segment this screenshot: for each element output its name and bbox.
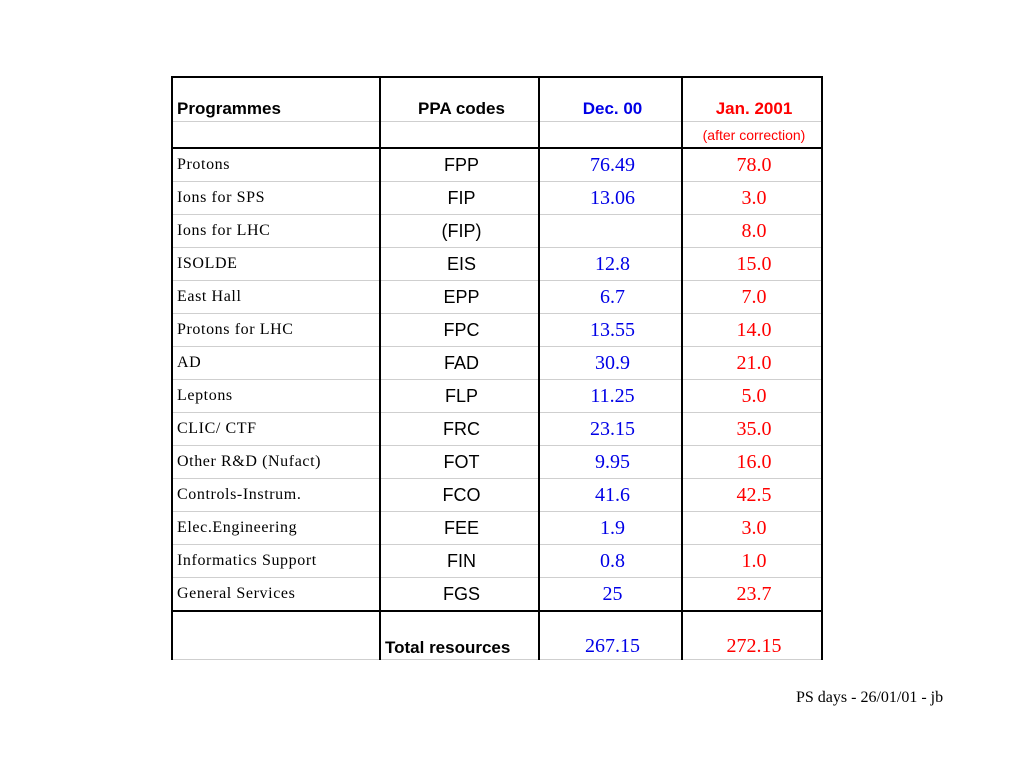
- table-row: [172, 281, 822, 314]
- dec-value-cell: 30.9: [539, 347, 682, 380]
- programme-cell: Controls-Instrum.: [172, 479, 380, 512]
- programme-cell: Ions for LHC: [172, 215, 380, 248]
- header-ppa-codes: PPA codes: [380, 77, 539, 122]
- subheader-empty-programmes: [172, 122, 380, 149]
- subheader-empty-ppa: [380, 122, 539, 149]
- ppa-code-cell: FPP: [380, 148, 539, 182]
- jan-value-cell: 78.0: [682, 148, 822, 182]
- programme-cell: CLIC/ CTF: [172, 413, 380, 446]
- programme-cell: Other R&D (Nufact): [172, 446, 380, 479]
- ppa-code-cell: FGS: [380, 578, 539, 612]
- programme-cell: Elec.Engineering: [172, 512, 380, 545]
- subheader-row: [172, 122, 822, 149]
- total-label: Total resources: [380, 611, 539, 660]
- footer-text: PS days - 26/01/01 - jb: [796, 689, 944, 706]
- dec-value-cell: [539, 215, 682, 248]
- dec-value-cell: 76.49: [539, 148, 682, 182]
- table-row: [172, 148, 822, 182]
- jan-value-cell: 3.0: [682, 512, 822, 545]
- jan-value-cell: 7.0: [682, 281, 822, 314]
- total-empty-cell: [172, 611, 380, 660]
- ppa-code-cell: FCO: [380, 479, 539, 512]
- jan-value-cell: 1.0: [682, 545, 822, 578]
- table-row: [172, 182, 822, 215]
- jan-value-cell: 16.0: [682, 446, 822, 479]
- ppa-code-cell: FLP: [380, 380, 539, 413]
- subheader-empty-dec: [539, 122, 682, 149]
- jan-value-cell: 15.0: [682, 248, 822, 281]
- total-dec-value: 267.15: [539, 611, 682, 660]
- jan-value-cell: 21.0: [682, 347, 822, 380]
- jan-value-cell: 35.0: [682, 413, 822, 446]
- jan-value-cell: 3.0: [682, 182, 822, 215]
- table-row: [172, 380, 822, 413]
- total-section: [172, 611, 822, 660]
- header-programmes: Programmes: [172, 77, 380, 122]
- programme-cell: Informatics Support: [172, 545, 380, 578]
- ppa-code-cell: FRC: [380, 413, 539, 446]
- header-dec-00: Dec. 00: [539, 77, 682, 122]
- dec-value-cell: 1.9: [539, 512, 682, 545]
- dec-value-cell: 23.15: [539, 413, 682, 446]
- table-row: [172, 248, 822, 281]
- header-jan-note: (after correction): [682, 122, 822, 149]
- table-body: [172, 77, 822, 148]
- data-rows: [172, 148, 822, 611]
- header-row: [172, 77, 822, 122]
- ppa-code-cell: (FIP): [380, 215, 539, 248]
- table-row: [172, 314, 822, 347]
- dec-value-cell: 12.8: [539, 248, 682, 281]
- jan-value-cell: 42.5: [682, 479, 822, 512]
- jan-value-cell: 5.0: [682, 380, 822, 413]
- total-jan-value: 272.15: [682, 611, 822, 660]
- dec-value-cell: 6.7: [539, 281, 682, 314]
- dec-value-cell: 9.95: [539, 446, 682, 479]
- programme-cell: AD: [172, 347, 380, 380]
- header-jan-2001: Jan. 2001: [682, 77, 822, 122]
- programme-cell: ISOLDE: [172, 248, 380, 281]
- table-row: [172, 479, 822, 512]
- total-row: [172, 611, 822, 660]
- programme-cell: Protons: [172, 148, 380, 182]
- programme-cell: General Services: [172, 578, 380, 612]
- ppa-code-cell: FPC: [380, 314, 539, 347]
- ppa-code-cell: FEE: [380, 512, 539, 545]
- dec-value-cell: 0.8: [539, 545, 682, 578]
- ppa-code-cell: FIN: [380, 545, 539, 578]
- programme-cell: East Hall: [172, 281, 380, 314]
- dec-value-cell: 13.06: [539, 182, 682, 215]
- table-row: [172, 413, 822, 446]
- table-row: [172, 347, 822, 380]
- jan-value-cell: 23.7: [682, 578, 822, 612]
- programme-cell: Leptons: [172, 380, 380, 413]
- ppa-code-cell: FOT: [380, 446, 539, 479]
- jan-value-cell: 14.0: [682, 314, 822, 347]
- dec-value-cell: 25: [539, 578, 682, 612]
- resources-table: [171, 76, 823, 660]
- dec-value-cell: 13.55: [539, 314, 682, 347]
- ppa-code-cell: FAD: [380, 347, 539, 380]
- dec-value-cell: 11.25: [539, 380, 682, 413]
- table-row: [172, 512, 822, 545]
- programme-cell: Protons for LHC: [172, 314, 380, 347]
- table-row: [172, 446, 822, 479]
- jan-value-cell: 8.0: [682, 215, 822, 248]
- ppa-code-cell: FIP: [380, 182, 539, 215]
- programme-cell: Ions for SPS: [172, 182, 380, 215]
- ppa-code-cell: EIS: [380, 248, 539, 281]
- ppa-code-cell: EPP: [380, 281, 539, 314]
- table-row: [172, 215, 822, 248]
- table-row: [172, 578, 822, 612]
- table-row: [172, 545, 822, 578]
- dec-value-cell: 41.6: [539, 479, 682, 512]
